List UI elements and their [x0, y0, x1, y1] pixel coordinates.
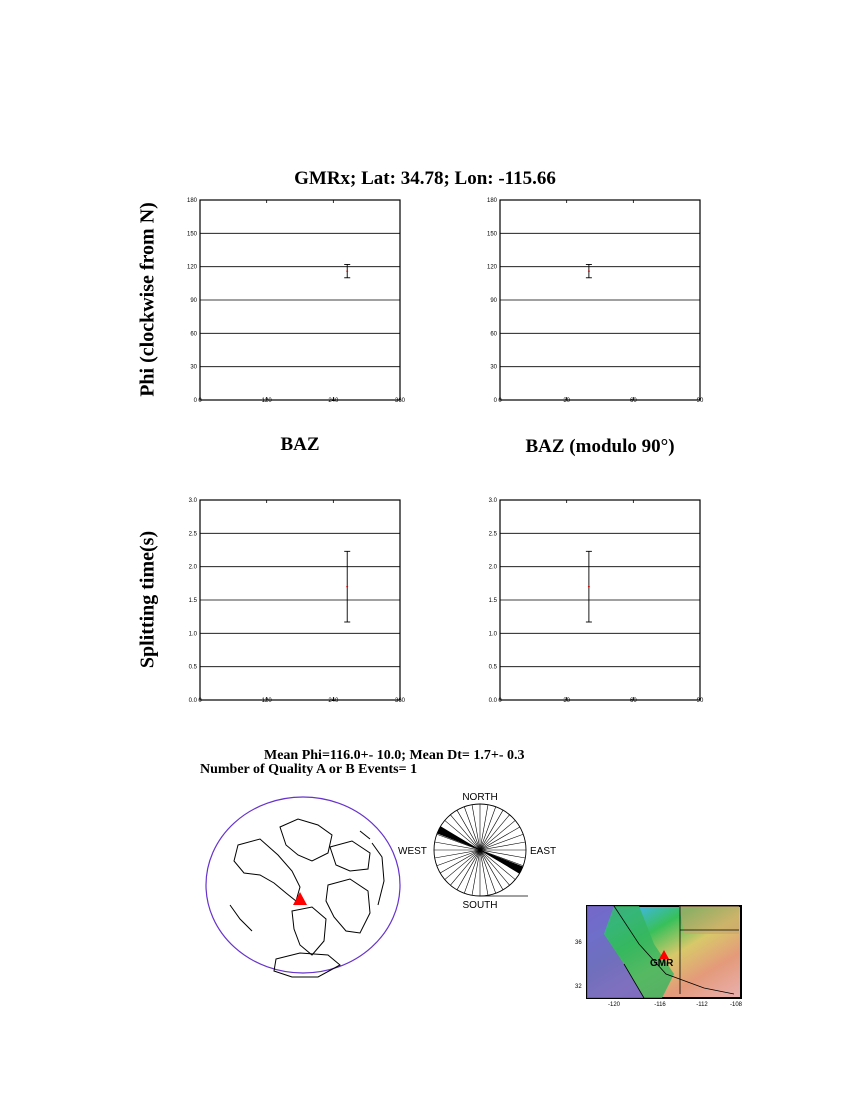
y-tick-label: 3.0 [488, 498, 497, 504]
x-tick-label: 30 [563, 398, 571, 404]
dt-axis-label: Splitting time(s) [136, 530, 159, 669]
page-title: GMRx; Lat: 34.78; Lon: -115.66 [294, 168, 556, 189]
y-tick-label: 2.5 [188, 531, 197, 538]
x-tick-label: 90 [696, 398, 704, 404]
data-point [588, 586, 590, 588]
x-tick-label: 30 [563, 698, 571, 704]
y-tick-label: 2.0 [488, 564, 497, 571]
y-tick-label: 2.5 [488, 531, 497, 538]
x-tick-label: 360 [394, 698, 406, 704]
y-tick-label: 120 [186, 264, 197, 271]
plot-area [489, 498, 704, 704]
x-tick-label: 0 [498, 398, 502, 404]
y-tick-label: 90 [190, 298, 197, 304]
x-tick-label: 0 [198, 398, 202, 404]
y-tick-label: 60 [190, 331, 197, 338]
continent-europe [330, 841, 370, 871]
regional-map [575, 904, 746, 1014]
y-tick-label: 1.5 [188, 598, 197, 604]
map-lon-112: -112 [696, 1002, 708, 1008]
stats-count: Number of Quality A or B Events= 1 [200, 762, 418, 777]
y-tick-label: 0.0 [488, 698, 497, 704]
rose-east-label: EAST [530, 846, 557, 857]
y-tick-label: 0.5 [188, 664, 197, 671]
continent-greenland [280, 819, 332, 861]
x-tick-label: 240 [328, 698, 339, 704]
y-tick-label: 120 [486, 264, 497, 271]
map-lon-116: -116 [654, 1002, 666, 1008]
x-tick-label: 90 [696, 698, 704, 704]
map-lat-32: 32 [575, 984, 582, 990]
station-label: GMR [650, 958, 674, 969]
x-tick-label: 240 [328, 398, 339, 404]
rose-diagram [396, 788, 566, 913]
y-tick-label: 0 [493, 398, 497, 404]
y-tick-label: 90 [490, 298, 497, 304]
y-tick-label: 1.0 [488, 631, 497, 638]
y-tick-label: 150 [186, 231, 197, 238]
rose-west-label: WEST [398, 846, 427, 857]
continent-africa [326, 879, 370, 933]
y-tick-label: 1.0 [188, 631, 197, 638]
rose-south-label: SOUTH [462, 900, 498, 911]
y-tick-label: 2.0 [188, 564, 197, 571]
x-tick-label: 120 [261, 698, 272, 704]
y-tick-label: 0 [193, 398, 197, 404]
globe-map [200, 795, 410, 990]
baz-axis-label: BAZ [280, 434, 320, 455]
x-tick-label: 60 [629, 698, 637, 704]
rose-north-label: NORTH [462, 792, 498, 803]
x-tick-label: 60 [629, 398, 637, 404]
y-tick-label: 0.5 [488, 664, 497, 671]
y-tick-label: 60 [490, 331, 497, 338]
y-tick-label: 180 [486, 198, 497, 204]
globe-outline [206, 797, 400, 973]
y-tick-label: 30 [190, 364, 197, 371]
x-tick-label: 360 [394, 398, 406, 404]
x-tick-label: 0 [198, 698, 202, 704]
x-tick-label: 0 [498, 698, 502, 704]
y-tick-label: 30 [490, 364, 497, 371]
baz-mod90-axis-label: BAZ (modulo 90°) [525, 436, 675, 457]
map-lon-120: -120 [607, 1002, 621, 1008]
map-lat-36: 36 [575, 940, 582, 946]
x-tick-label: 120 [261, 398, 272, 404]
stats-mean: Mean Phi=116.0+- 10.0; Mean Dt= 1.7+- 0.3 [264, 748, 525, 763]
continent-south-america [292, 907, 326, 955]
y-tick-label: 150 [486, 231, 497, 238]
phi-axis-label: Phi (clockwise from N) [136, 202, 159, 397]
y-tick-label: 180 [186, 198, 197, 204]
map-lon-108: -108 [729, 1002, 743, 1008]
y-tick-label: 3.0 [188, 498, 197, 504]
station-marker [293, 892, 307, 905]
y-tick-label: 1.5 [488, 598, 497, 604]
y-tick-label: 0.0 [188, 698, 197, 704]
